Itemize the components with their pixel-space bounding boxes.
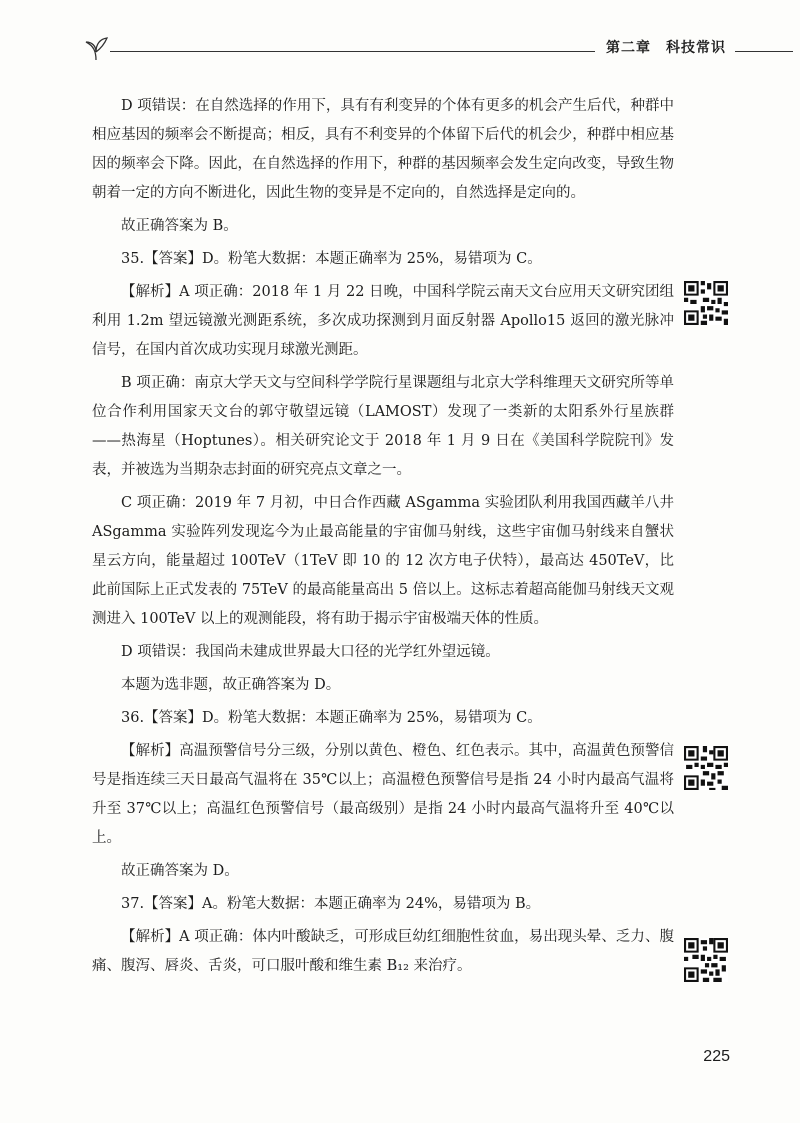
header-rule-right	[735, 51, 793, 52]
qr-code-icon[interactable]	[684, 281, 728, 325]
answer-line-36: 36.【答案】D。粉笔大数据：本题正确率为 25%，易错项为 C。	[121, 710, 542, 726]
qr-code-icon[interactable]	[684, 746, 728, 790]
chapter-title: 第二章 科技常识	[606, 40, 726, 56]
page-body	[92, 92, 674, 985]
paragraph: 故正确答案为 B。	[121, 218, 238, 234]
analysis-35: 【解析】A 项正确：2018 年 1 月 22 日晚，中国科学院云南天文台应用天文研究团组利用 1.2m 望远镜激光测距系统，多次成功探测到月面反射器 Apollo15 返回的激光脉冲信号，在国内首次成功实现月球激光测距。	[92, 284, 674, 358]
paragraph: 本题为选非题，故正确答案为 D。	[121, 677, 341, 693]
paragraph: 故正确答案为 D。	[121, 863, 239, 879]
paragraph: D 项错误：我国尚未建成世界最大口径的光学红外望远镜。	[121, 644, 500, 660]
paragraph: D 项错误：在自然选择的作用下，具有有利变异的个体有更多的机会产生后代，种群中相应基因的频率会不断提高；相反，具有不利变异的个体留下后代的机会少，种群中相应基因的频率会下降。因此，在自然选择的作用下，种群的基因频率会发生定向改变，导致生物朝着一定的方向不断进化，因此生物的变异是不定向的，自然选择是定向的。	[92, 98, 674, 201]
sprout-leaf-icon	[82, 34, 110, 62]
answer-line-37: 37.【答案】A。粉笔大数据：本题正确率为 24%，易错项为 B。	[121, 896, 541, 912]
running-header	[0, 34, 800, 64]
page-number: 225	[703, 1048, 730, 1065]
header-rule-left	[110, 51, 595, 52]
paragraph: B 项正确：南京大学天文与空间科学学院行星课题组与北京大学科维理天文研究所等单位合作利用国家天文台的郭守敬望远镜（LAMOST）发现了一类新的太阳系外行星族群——热海星（Hoptunes）。相关研究论文于 2018 年 1 月 9 日在《美国科学院院刊》发表，并被选为当期杂志封面的研究亮点文章之一。	[92, 375, 674, 478]
paragraph: C 项正确：2019 年 7 月初，中日合作西藏 ASgamma 实验团队利用我国西藏羊八井 ASgamma 实验阵列发现迄今为止最高能量的宇宙伽马射线，这些宇宙伽马射线来自蟹状星云方向，能量超过 100TeV（1TeV 即 10 的 12 次方电子伏特），最高达 450TeV，比此前国际上正式发表的 75TeV 的最高能量高出 5 倍以上。这标志着超高能伽马射线天文观测进入 100TeV 以上的观测能段，将有助于揭示宇宙极端天体的性质。	[92, 495, 674, 627]
answer-line-35: 35.【答案】D。粉笔大数据：本题正确率为 25%，易错项为 C。	[121, 251, 542, 267]
qr-code-icon[interactable]	[684, 938, 728, 982]
analysis-37: 【解析】A 项正确：体内叶酸缺乏，可形成巨幼红细胞性贫血，易出现头晕、乏力、腹痛、腹泻、唇炎、舌炎，可口服叶酸和维生素 B₁₂ 来治疗。	[92, 929, 674, 974]
analysis-36: 【解析】高温预警信号分三级，分别以黄色、橙色、红色表示。其中，高温黄色预警信号是指连续三天日最高气温将在 35℃以上；高温橙色预警信号是指 24 小时内最高气温将升至 37℃以上；高温红色预警信号（最高级别）是指 24 小时内最高气温将升至 40℃以上。	[92, 743, 674, 846]
